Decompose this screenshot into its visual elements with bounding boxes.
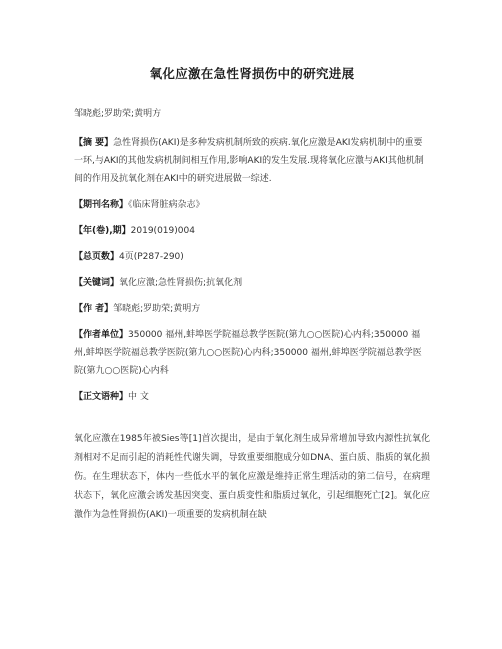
document-authors: 邹晓彪;罗助荣;黄明方 — [74, 109, 162, 119]
field-value: 中 文 — [128, 392, 149, 402]
field-label: 【作者单位】 — [74, 330, 129, 340]
document-title: 氧化应激在急性肾损伤中的研究进展 — [149, 66, 355, 81]
field-value: 4页(P287-290) — [119, 252, 184, 262]
field-label: 【正文语种】 — [74, 392, 129, 402]
author-field — [74, 300, 430, 318]
volume-field — [74, 222, 430, 240]
field-label: 【总页数】 — [74, 252, 120, 262]
field-label: 【期刊名称】 — [74, 200, 129, 210]
body-paragraph: 氧化应激在1985年被Sies等[1]首次提出，是由于氧化剂生成异常增加导致内源性抗氧化剂相对不足而引起的消耗性代谢失调，导致重要细胞成分如DNA、蛋白质、脂质的氧化损伤。在生理状态下，体内一些低水平的氧化应激是维持正常生理活动的第二信号，在病理状态下，氧化应激会诱发基因突变、蛋白质变性和脂质过氧化，引起细胞死亡[2]。氧化应激作为急性肾损伤(AKI)一项重要的发病机制在缺 — [74, 434, 430, 520]
field-value: 氧化应激;急性肾损伤;抗氧化剂 — [119, 278, 243, 288]
language-field — [74, 388, 430, 406]
keywords-field — [74, 274, 430, 292]
abstract-field — [74, 134, 430, 188]
journal-field — [74, 196, 430, 214]
field-value: 《临床肾脏病杂志》 — [128, 200, 205, 210]
field-value: 急性肾损伤(AKI)是多种发病机制所致的疾病.氧化应激是AKI发病机制中的重要一环,与AKI的其他发病机制间相互作用,影响AKI的发生发展.现将氧化应激与AKI其他机制间的作用及抗氧化剂在AKI中的研究进展做一综述. — [74, 138, 424, 184]
field-value: 2019(019)004 — [130, 226, 195, 236]
field-label: 【年(卷),期】 — [74, 226, 131, 236]
affiliation-field — [74, 326, 430, 380]
field-label: 【关键词】 — [74, 278, 120, 288]
field-label: 【摘 要】 — [74, 138, 114, 148]
field-value: 350000 福州,蚌埠医学院福总教学医院(第九○○医院)心内科;350000 福州,蚌埠医学院福总教学医院(第九○○医院)心内科;350000 福州,蚌埠医学院福总教学医院(第九○○医院)心内科 — [74, 330, 422, 376]
field-label: 【作 者】 — [74, 304, 114, 314]
field-value: 邹晓彪;罗助荣;黄明方 — [113, 304, 201, 314]
pages-field — [74, 248, 430, 266]
